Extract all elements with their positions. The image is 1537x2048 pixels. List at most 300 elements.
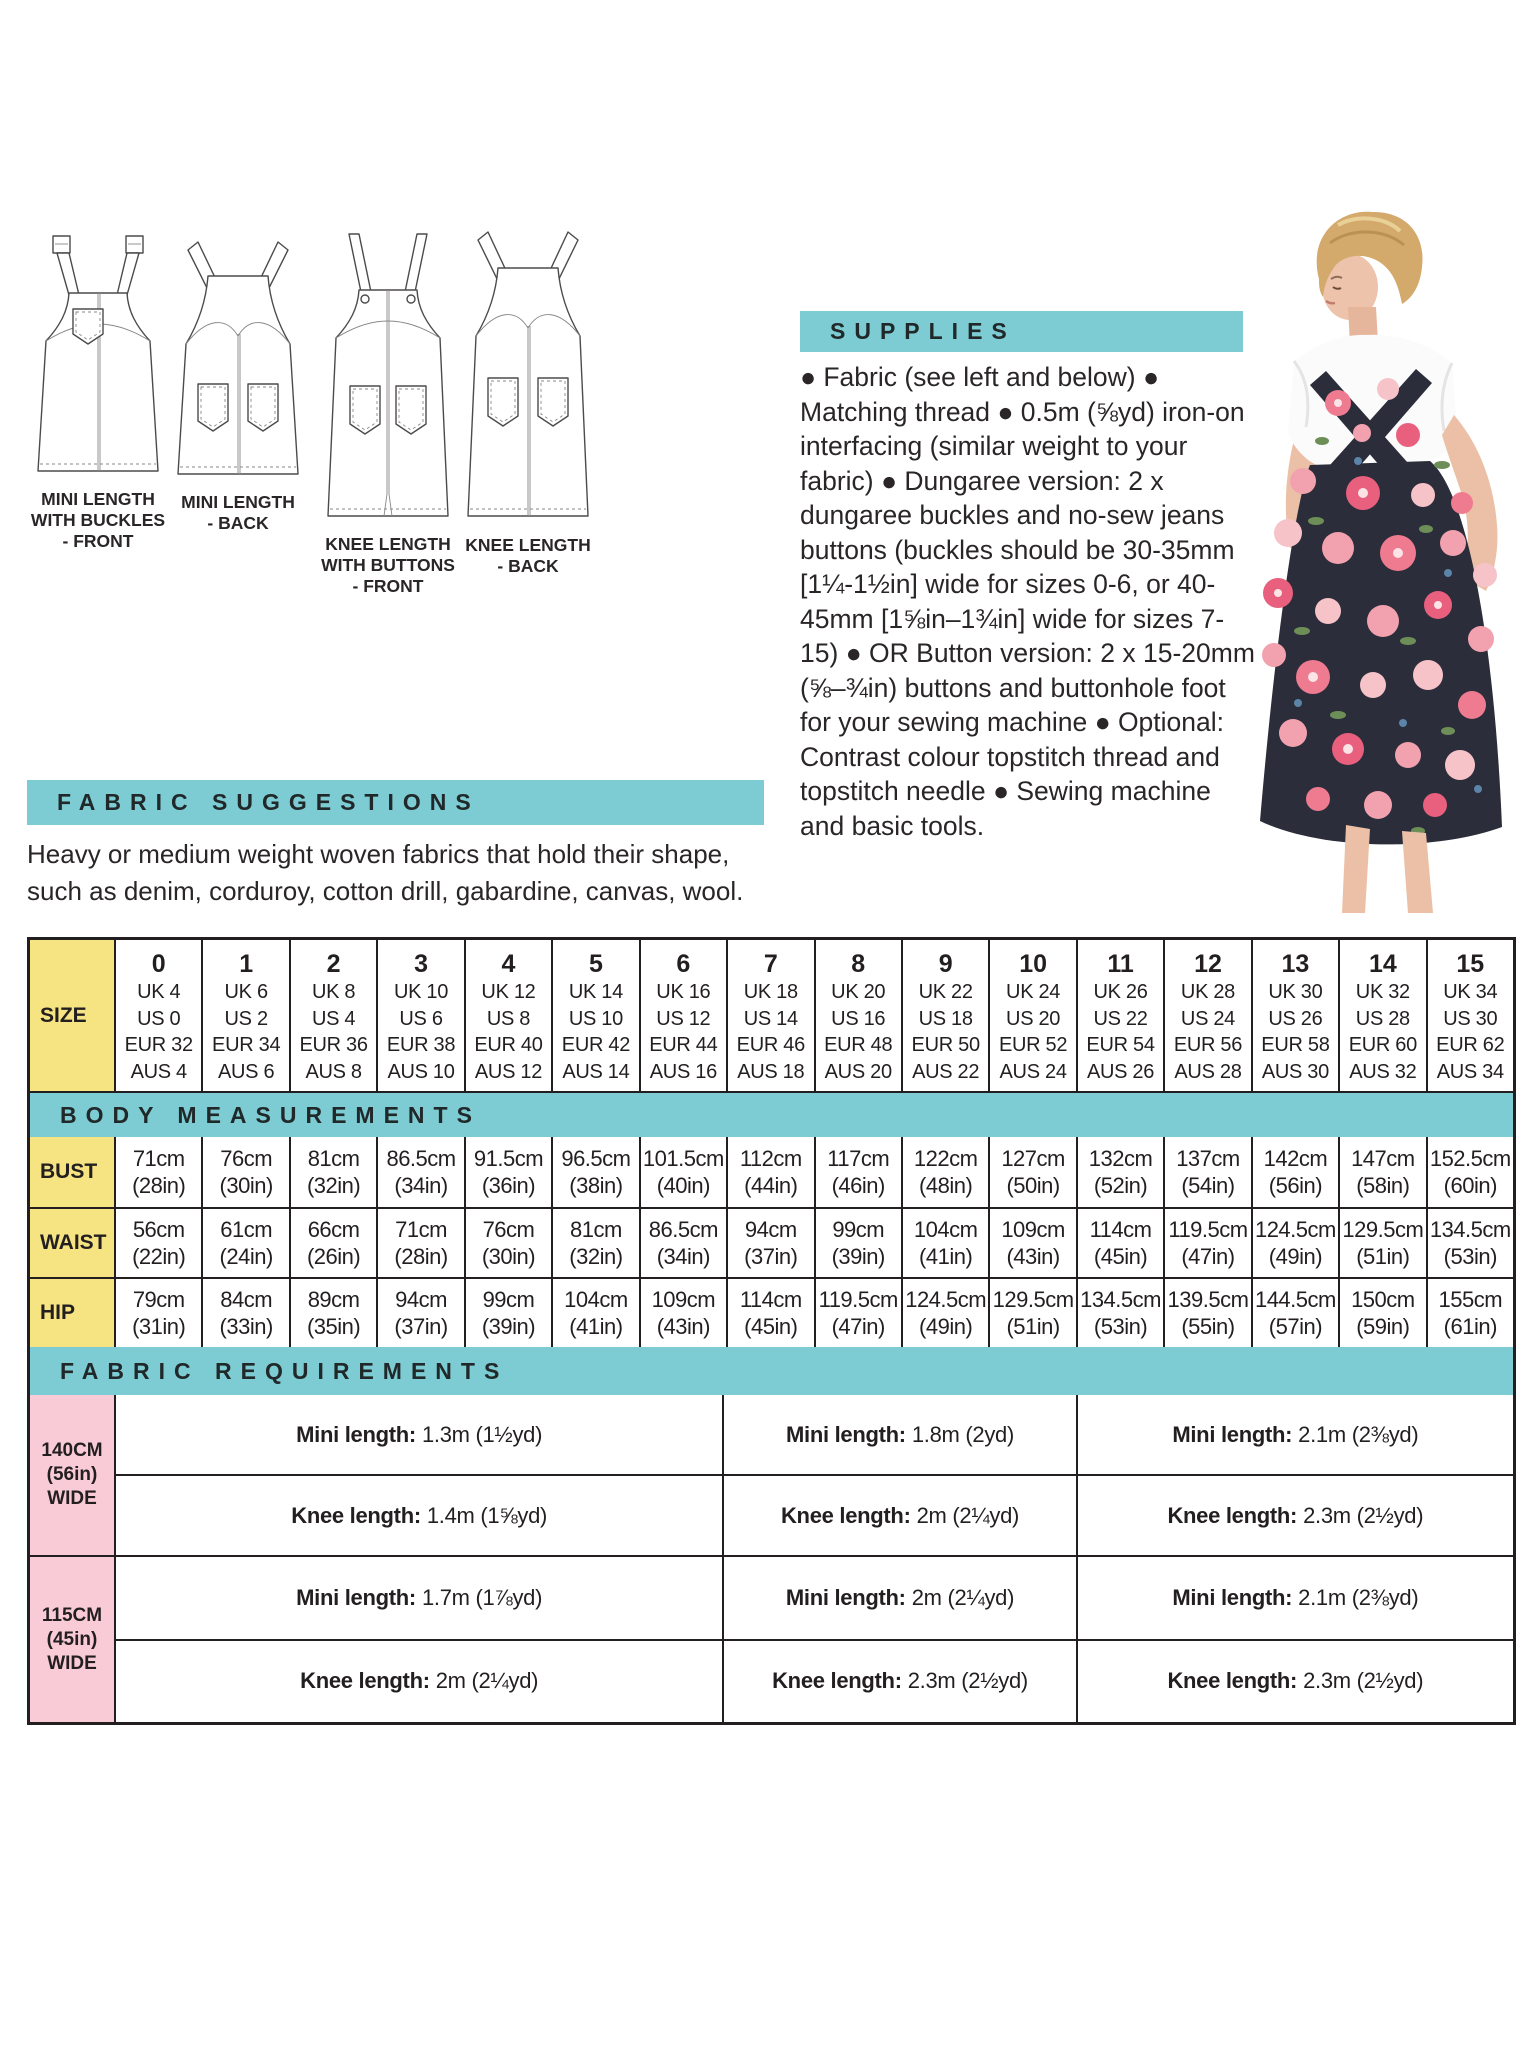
measurement-in: (24in) <box>219 1244 273 1269</box>
size-number: 12 <box>1194 950 1222 978</box>
size-uk: UK 30 <box>1268 981 1323 1003</box>
size-uk: UK 18 <box>743 981 798 1003</box>
measurement-cm: 91.5cm <box>473 1146 544 1171</box>
measurement-in: (49in) <box>1268 1244 1323 1269</box>
size-number: 8 <box>851 950 866 978</box>
measurement-cell <box>1426 1137 1513 1207</box>
size-uk: UK 34 <box>1443 981 1498 1003</box>
measurement-cell <box>376 1209 463 1277</box>
size-uk: UK 12 <box>481 981 536 1003</box>
size-eur: EUR 52 <box>998 1034 1068 1056</box>
measurement-in: (28in) <box>132 1173 186 1198</box>
fabric-cell <box>116 1395 722 1474</box>
size-aus: AUS 4 <box>130 1060 187 1083</box>
measurement-cm: 137cm <box>1176 1146 1240 1171</box>
measurement-cm: 101.5cm <box>642 1146 724 1171</box>
measurement-cell <box>1426 1209 1513 1277</box>
fabric-requirements-band: FABRIC REQUIREMENTS <box>30 1347 1513 1395</box>
measurement-cm: 134.5cm <box>1429 1217 1511 1242</box>
fabric-length-label: Knee length: <box>1167 1502 1298 1528</box>
size-uk: UK 16 <box>656 981 711 1003</box>
size-aus: AUS 18 <box>737 1060 805 1083</box>
measurement-cm: 76cm <box>482 1217 535 1242</box>
measurement-cm: 104cm <box>564 1287 628 1312</box>
measurement-in: (58in) <box>1356 1173 1410 1198</box>
measurement-cm: 81cm <box>307 1146 360 1171</box>
measurement-in: (22in) <box>132 1244 186 1269</box>
measurement-cell <box>1251 1209 1338 1277</box>
size-column <box>726 940 813 1091</box>
measurement-in: (53in) <box>1443 1244 1497 1269</box>
measurement-cm: 71cm <box>395 1217 447 1242</box>
size-aus: AUS 24 <box>999 1060 1067 1083</box>
measurement-in: (30in) <box>219 1173 273 1198</box>
measurement-cm: 96.5cm <box>561 1146 631 1171</box>
size-us: US 24 <box>1180 1007 1236 1030</box>
fabric-length-value: 1.4m (1⅝yd) <box>426 1502 548 1528</box>
measurement-in: (34in) <box>394 1173 448 1198</box>
fabric-width-line: WIDE <box>47 1652 97 1674</box>
fabric-cell <box>722 1476 1075 1555</box>
measurement-in: (40in) <box>656 1173 710 1198</box>
size-column <box>1426 940 1513 1091</box>
measurement-cm: 86.5cm <box>386 1146 456 1171</box>
measurement-cell <box>116 1137 201 1207</box>
size-aus: AUS 14 <box>562 1060 630 1083</box>
fabric-suggestions-text: Heavy or medium weight woven fabrics that hold their shape, such as denim, corduroy, cotton drill, gabardine, canvas, wool. <box>27 839 744 906</box>
size-number: 7 <box>763 950 778 978</box>
measurement-cell <box>901 1137 988 1207</box>
measurement-cell <box>1338 1209 1425 1277</box>
size-number: 14 <box>1368 950 1397 978</box>
measurement-cm: 139.5cm <box>1167 1287 1249 1312</box>
size-us: US 20 <box>1006 1007 1061 1030</box>
size-uk: UK 22 <box>918 981 973 1003</box>
measurement-in: (51in) <box>1356 1244 1410 1269</box>
flat-drawing-knee-back <box>458 226 598 577</box>
fabric-cell <box>116 1557 722 1639</box>
fabric-length-label: Knee length: <box>300 1668 430 1694</box>
measurement-in: (43in) <box>656 1314 710 1339</box>
measurement-in: (37in) <box>394 1314 448 1339</box>
fabric-cell <box>722 1557 1075 1639</box>
size-us: US 28 <box>1355 1007 1410 1030</box>
size-us: US 30 <box>1443 1007 1498 1030</box>
measurement-cm: 114cm <box>1089 1217 1152 1242</box>
measurement-cell <box>1163 1137 1250 1207</box>
measurement-cell <box>1076 1279 1163 1347</box>
fabric-length-value: 2m (2¼yd) <box>435 1668 539 1694</box>
size-aus: AUS 10 <box>387 1060 455 1083</box>
fabric-length-value: 2m (2¼yd) <box>916 1502 1020 1528</box>
size-us: US 0 <box>137 1007 181 1030</box>
fabric-length-label: Knee length: <box>780 1502 911 1528</box>
measurement-cell <box>1426 1279 1513 1347</box>
measurement-in: (32in) <box>569 1244 623 1269</box>
size-us: US 12 <box>656 1007 711 1030</box>
measurement-cm: 117cm <box>827 1146 890 1171</box>
measurement-cm: 84cm <box>220 1287 273 1312</box>
mini-back-drawing <box>168 236 308 488</box>
size-column <box>1163 940 1250 1091</box>
fabric-width-line: (56in) <box>46 1464 98 1485</box>
size-number: 5 <box>588 950 603 978</box>
measurement-in: (61in) <box>1443 1314 1497 1339</box>
size-uk: UK 4 <box>137 981 181 1003</box>
size-eur: EUR 38 <box>386 1034 456 1056</box>
size-us: US 22 <box>1093 1007 1148 1030</box>
measurement-cell <box>726 1209 813 1277</box>
size-uk: UK 32 <box>1355 981 1410 1003</box>
measurement-cell <box>201 1137 288 1207</box>
size-number: 15 <box>1456 950 1485 978</box>
size-column <box>289 940 376 1091</box>
size-eur: EUR 46 <box>736 1034 805 1056</box>
size-aus: AUS 28 <box>1174 1060 1242 1083</box>
size-uk: UK 20 <box>831 981 886 1003</box>
mini-back-label: MINI LENGTH - BACK <box>181 492 295 533</box>
size-aus: AUS 26 <box>1086 1060 1155 1083</box>
measurement-cell <box>726 1137 813 1207</box>
fabric-row <box>116 1639 1513 1723</box>
size-eur: EUR 32 <box>124 1034 193 1056</box>
measurement-cm: 134.5cm <box>1080 1287 1161 1312</box>
size-us: US 6 <box>399 1007 443 1030</box>
fabric-cell <box>722 1395 1075 1474</box>
measurement-cell <box>639 1137 726 1207</box>
fabric-length-label: Mini length: <box>296 1421 416 1447</box>
size-aus: AUS 32 <box>1349 1060 1417 1083</box>
size-number: 11 <box>1107 950 1134 978</box>
measurement-cm: 56cm <box>132 1217 185 1242</box>
fabric-row <box>116 1474 1513 1555</box>
measurement-label: HIP <box>30 1279 116 1347</box>
waist-row <box>30 1207 1513 1277</box>
size-column <box>1338 940 1425 1091</box>
knee-front-label: KNEE LENGTH WITH BUTTONS - FRONT <box>321 534 455 596</box>
measurement-cell <box>814 1209 901 1277</box>
size-eur: EUR 58 <box>1261 1034 1330 1056</box>
measurement-in: (50in) <box>1006 1173 1060 1198</box>
size-eur: EUR 54 <box>1086 1034 1155 1056</box>
size-aus: AUS 30 <box>1261 1060 1329 1083</box>
measurement-cm: 129.5cm <box>992 1287 1074 1312</box>
measurement-cm: 122cm <box>913 1146 978 1171</box>
size-number: 0 <box>151 950 166 978</box>
measurement-cm: 114cm <box>739 1287 802 1312</box>
measurement-in: (39in) <box>831 1244 885 1269</box>
measurement-in: (41in) <box>919 1244 973 1269</box>
measurement-cell <box>814 1137 901 1207</box>
measurement-cell <box>1163 1279 1250 1347</box>
fabric-length-label: Mini length: <box>1172 1421 1293 1447</box>
size-eur: EUR 48 <box>824 1034 893 1056</box>
fabric-cell <box>722 1641 1075 1723</box>
fabric-length-value: 1.8m (2yd) <box>911 1421 1014 1447</box>
size-column <box>1076 940 1163 1091</box>
size-uk: UK 26 <box>1093 981 1148 1003</box>
flat-drawing-mini-front <box>28 233 168 552</box>
measurement-in: (49in) <box>919 1314 973 1339</box>
measurement-in: (38in) <box>569 1173 623 1198</box>
measurement-cell <box>464 1137 551 1207</box>
measurement-cell <box>1251 1279 1338 1347</box>
size-number: 1 <box>239 950 254 978</box>
measurement-cell <box>1076 1209 1163 1277</box>
measurement-cm: 132cm <box>1088 1146 1153 1171</box>
measurement-in: (44in) <box>744 1173 798 1198</box>
measurement-in: (52in) <box>1093 1173 1148 1198</box>
measurement-in: (28in) <box>394 1244 448 1269</box>
size-eur: EUR 60 <box>1348 1034 1417 1056</box>
size-uk: UK 6 <box>224 981 268 1003</box>
size-eur: EUR 34 <box>212 1034 281 1056</box>
measurement-cell <box>116 1279 201 1347</box>
size-aus: AUS 20 <box>824 1060 892 1083</box>
fabric-length-label: Mini length: <box>1172 1584 1293 1610</box>
measurement-cm: 147cm <box>1351 1146 1415 1171</box>
size-uk: UK 28 <box>1180 981 1236 1003</box>
measurement-in: (56in) <box>1268 1173 1323 1198</box>
size-us: US 8 <box>486 1007 531 1030</box>
size-number: 13 <box>1281 950 1310 978</box>
fabric-cell <box>116 1641 722 1723</box>
measurement-cm: 124.5cm <box>1254 1217 1336 1242</box>
size-aus: AUS 22 <box>912 1060 980 1083</box>
fabric-width-line: WIDE <box>47 1488 97 1509</box>
measurement-in: (26in) <box>306 1244 361 1269</box>
measurement-in: (48in) <box>919 1173 973 1198</box>
measurement-in: (53in) <box>1093 1314 1148 1339</box>
measurement-in: (31in) <box>132 1314 186 1339</box>
measurement-cell <box>289 1137 376 1207</box>
measurement-in: (45in) <box>1093 1244 1148 1269</box>
fabric-length-value: 2.1m (2⅜yd) <box>1298 1421 1419 1447</box>
fabric-cell <box>1076 1476 1513 1555</box>
size-column <box>551 940 638 1091</box>
size-uk: UK 24 <box>1006 981 1061 1003</box>
size-number: 2 <box>326 950 341 978</box>
measurement-cell <box>639 1209 726 1277</box>
size-column <box>639 940 726 1091</box>
fabric-length-value: 1.3m (1½yd) <box>421 1421 543 1447</box>
fabric-length-value: 2.3m (2½yd) <box>1303 1502 1424 1528</box>
fabric-cell <box>116 1476 722 1555</box>
size-aus: AUS 6 <box>218 1060 275 1083</box>
fabric-suggestions-header <box>27 780 764 825</box>
fabric-suggestions-title: FABRIC SUGGESTIONS <box>57 789 480 815</box>
measurement-in: (37in) <box>744 1244 798 1269</box>
measurement-in: (57in) <box>1268 1314 1323 1339</box>
measurement-cm: 89cm <box>307 1287 360 1312</box>
fabric-cell <box>1076 1395 1513 1474</box>
measurement-in: (45in) <box>744 1314 798 1339</box>
size-us: US 14 <box>743 1007 798 1030</box>
size-label: SIZE <box>30 940 116 1091</box>
measurement-in: (39in) <box>481 1314 536 1339</box>
measurement-in: (35in) <box>306 1314 361 1339</box>
measurement-cm: 94cm <box>395 1287 447 1312</box>
measurement-in: (54in) <box>1181 1173 1235 1198</box>
size-eur: EUR 36 <box>299 1034 368 1056</box>
size-column <box>464 940 551 1091</box>
measurement-in: (55in) <box>1181 1314 1235 1339</box>
fabric-width-line: 140CM <box>41 1440 103 1461</box>
size-uk: UK 10 <box>393 981 449 1003</box>
measurement-cell <box>901 1279 988 1347</box>
measurement-cm: 109cm <box>651 1287 716 1312</box>
fabric-length-value: 1.7m (1⅞yd) <box>421 1584 543 1610</box>
fabric-width-line: 115CM <box>41 1604 103 1626</box>
measurement-cell <box>464 1279 551 1347</box>
knee-back-label: KNEE LENGTH - BACK <box>465 535 591 576</box>
size-us: US 18 <box>918 1007 973 1030</box>
measurement-cm: 142cm <box>1263 1146 1328 1171</box>
size-us: US 2 <box>224 1007 268 1030</box>
size-column <box>814 940 901 1091</box>
size-number: 4 <box>501 950 516 978</box>
measurement-cell <box>726 1279 813 1347</box>
fabric-length-value: 2.3m (2½yd) <box>1303 1668 1424 1694</box>
measurement-in: (43in) <box>1006 1244 1060 1269</box>
measurement-cm: 127cm <box>1001 1146 1065 1171</box>
measurement-cm: 119.5cm <box>1168 1217 1248 1242</box>
size-us: US 26 <box>1268 1007 1323 1030</box>
size-column <box>201 940 288 1091</box>
measurement-cell <box>116 1209 201 1277</box>
fabric-length-value: 2.3m (2½yd) <box>907 1668 1028 1694</box>
measurement-cell <box>1163 1209 1250 1277</box>
fabric-rows <box>116 1395 1513 1555</box>
measurement-cm: 76cm <box>220 1146 273 1171</box>
measurement-cell <box>376 1137 463 1207</box>
measurement-cm: 94cm <box>744 1217 797 1242</box>
measurement-cm: 150cm <box>1351 1287 1415 1312</box>
fabric-row <box>116 1395 1513 1474</box>
measurement-cm: 124.5cm <box>905 1287 987 1312</box>
size-aus: AUS 16 <box>649 1060 717 1083</box>
size-eur: EUR 50 <box>911 1034 980 1056</box>
supplies-text: ● Fabric (see left and below) ● Matching thread ● 0.5m (⅝yd) iron-on interfacing (similar weight to your fabric) ● Dungaree version: 2 x dungaree buckles and no-sew jeans buttons (buckles should be 30-35mm [1¼-1½in] wide for sizes 0-6, or 40-45mm [1⅝in–1¾in] wide for sizes 7-15) ● OR Button version: 2 x 15-20mm (⅝–¾in) buttons and buttonhole foot for your sewing machine ● Optional: Contrast colour topstitch thread and topstitch needle ● Sewing machine and basic tools. <box>800 362 1255 841</box>
measurement-label: WAIST <box>30 1209 116 1277</box>
flat-drawing-mini-back <box>168 236 308 534</box>
measurement-in: (46in) <box>831 1173 885 1198</box>
measurement-cm: 129.5cm <box>1342 1217 1424 1242</box>
size-us: US 16 <box>831 1007 886 1030</box>
fabric-length-value: 2.1m (2⅜yd) <box>1298 1584 1419 1610</box>
measurement-in: (47in) <box>831 1314 885 1339</box>
fabric-length-label: Knee length: <box>772 1668 902 1694</box>
measurement-in: (32in) <box>306 1173 361 1198</box>
measurement-in: (30in) <box>481 1244 536 1269</box>
measurement-cell <box>464 1209 551 1277</box>
fabric-width-label <box>30 1395 116 1555</box>
measurement-in: (36in) <box>481 1173 536 1198</box>
measurement-cm: 61cm <box>220 1217 273 1242</box>
size-uk: UK 14 <box>568 981 623 1003</box>
measurement-cell <box>289 1209 376 1277</box>
size-aus: AUS 12 <box>474 1060 543 1083</box>
measurement-in: (47in) <box>1181 1244 1235 1269</box>
bust-row <box>30 1137 1513 1207</box>
measurement-cell <box>988 1137 1075 1207</box>
size-number: 9 <box>938 950 953 978</box>
size-number: 6 <box>676 950 691 978</box>
measurement-cell <box>814 1279 901 1347</box>
size-eur: EUR 44 <box>649 1034 718 1056</box>
fabric-width-line: (45in) <box>46 1628 98 1650</box>
size-eur: EUR 42 <box>561 1034 631 1056</box>
measurement-cm: 155cm <box>1438 1287 1503 1312</box>
measurement-cell <box>551 1209 638 1277</box>
size-column <box>901 940 988 1091</box>
fabric-length-label: Mini length: <box>785 1584 906 1610</box>
measurement-cell <box>1338 1279 1425 1347</box>
size-column <box>376 940 463 1091</box>
knee-back-drawing <box>458 226 598 531</box>
body-measurements-band: BODY MEASUREMENTS <box>30 1091 1513 1137</box>
measurement-cell <box>1251 1137 1338 1207</box>
size-aus: AUS 8 <box>305 1060 362 1083</box>
size-us: US 4 <box>311 1007 356 1030</box>
size-table <box>27 937 1516 1725</box>
size-number: 10 <box>1019 950 1047 978</box>
measurement-cm: 119.5cm <box>818 1287 898 1312</box>
hip-row <box>30 1277 1513 1347</box>
measurement-cell <box>201 1209 288 1277</box>
fabric-cell <box>1076 1641 1513 1723</box>
size-aus: AUS 34 <box>1436 1060 1504 1083</box>
size-us: US 10 <box>568 1007 623 1030</box>
fabric-length-label: Mini length: <box>786 1421 906 1447</box>
measurement-cell <box>551 1279 638 1347</box>
measurement-cell <box>376 1279 463 1347</box>
measurement-in: (59in) <box>1356 1314 1410 1339</box>
measurement-in: (34in) <box>656 1244 710 1269</box>
mini-front-label: MINI LENGTH WITH BUCKLES - FRONT <box>30 489 166 551</box>
fabric-rows <box>116 1557 1513 1722</box>
size-column <box>988 940 1075 1091</box>
supplies-header <box>800 311 1243 352</box>
measurement-cm: 109cm <box>1001 1217 1065 1242</box>
fabric-block <box>30 1395 1513 1555</box>
size-number: 3 <box>414 950 428 978</box>
measurement-in: (60in) <box>1443 1173 1497 1198</box>
measurement-cell <box>201 1279 288 1347</box>
measurement-cm: 86.5cm <box>648 1217 718 1242</box>
size-column <box>116 940 201 1091</box>
fabric-length-label: Knee length: <box>1167 1668 1298 1694</box>
size-eur: EUR 40 <box>474 1034 543 1056</box>
measurement-in: (41in) <box>569 1314 623 1339</box>
flat-drawing-knee-front <box>318 228 458 597</box>
measurement-cm: 152.5cm <box>1429 1146 1511 1171</box>
fabric-length-value: 2m (2¼yd) <box>911 1584 1015 1610</box>
measurement-cell <box>988 1209 1075 1277</box>
model-photo <box>1198 203 1537 917</box>
measurement-cm: 104cm <box>913 1217 978 1242</box>
measurement-cell <box>1076 1137 1163 1207</box>
measurement-cell <box>901 1209 988 1277</box>
measurement-in: (33in) <box>219 1314 273 1339</box>
fabric-length-label: Knee length: <box>291 1502 421 1528</box>
measurement-cell <box>1338 1137 1425 1207</box>
fabric-width-label <box>30 1557 116 1722</box>
measurement-cm: 66cm <box>307 1217 360 1242</box>
measurement-cm: 144.5cm <box>1254 1287 1336 1312</box>
measurement-cm: 99cm <box>482 1287 535 1312</box>
measurement-cell <box>639 1279 726 1347</box>
